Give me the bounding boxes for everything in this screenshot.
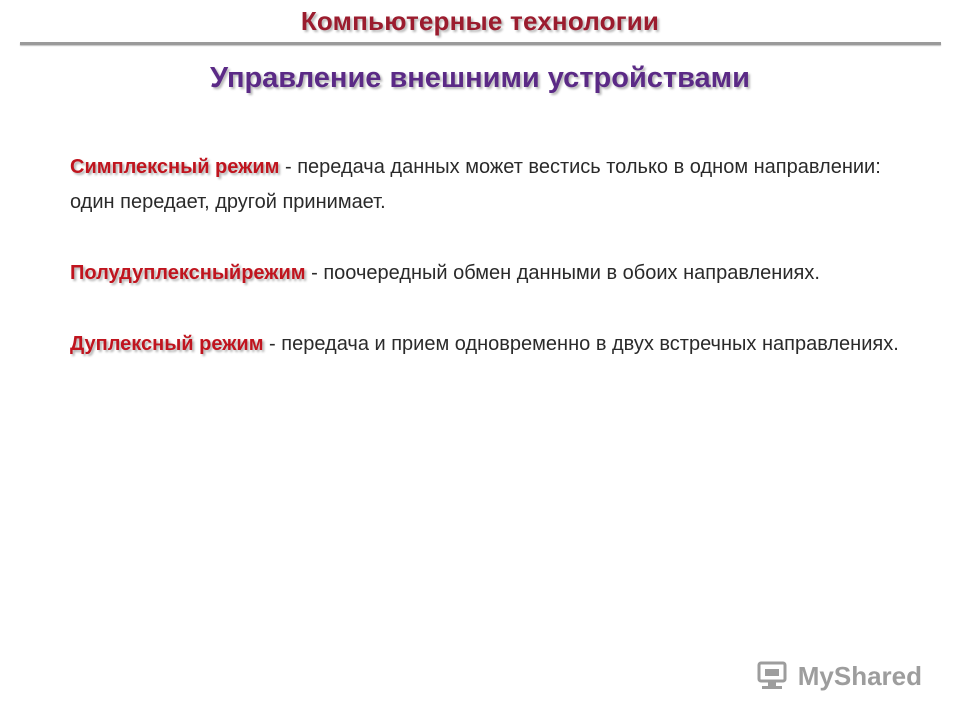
definition-duplex <box>70 327 910 362</box>
header-divider <box>20 42 941 45</box>
definition-text-half-duplex: поочередный обмен данными в обоих направлениях. <box>323 262 820 284</box>
myshared-logo-icon <box>756 660 792 692</box>
definition-simplex <box>70 150 910 220</box>
watermark-text: MyShared <box>797 660 922 691</box>
slide-title: Управление внешними устройствами <box>210 62 750 94</box>
watermark <box>756 660 922 692</box>
definition-half-duplex <box>70 256 910 291</box>
header-title: Компьютерные технологии <box>300 6 660 36</box>
definition-separator: - <box>263 333 282 355</box>
definition-separator: - <box>279 156 298 178</box>
term-simplex: Симплексный режим <box>70 156 280 178</box>
term-half-duplex: Полудуплексныйрежим <box>70 262 306 284</box>
definition-text-simplex: передача данных может вестись только в одном направлении: один передает, другой принимает. <box>70 156 881 213</box>
definition-text-duplex: передача и прием одновременно в двух встречных направлениях. <box>281 333 899 355</box>
term-duplex: Дуплексный режим <box>70 333 264 355</box>
definition-separator: - <box>305 262 324 284</box>
definitions-list <box>70 150 910 398</box>
